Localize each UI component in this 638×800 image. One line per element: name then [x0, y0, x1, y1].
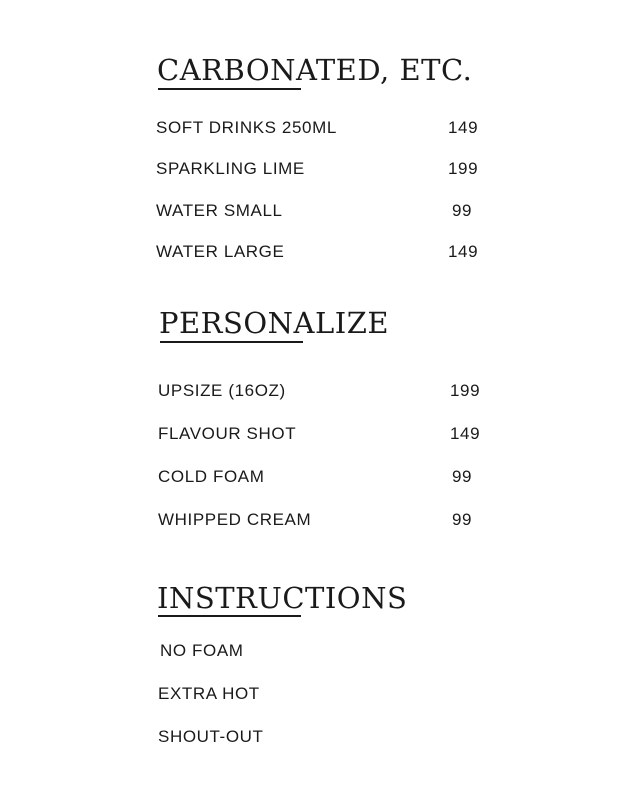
- section-heading-carbonated: CARBONATED, ETC.: [157, 53, 473, 87]
- menu-item-price: 199: [450, 381, 481, 400]
- menu-item-name: UPSIZE (16OZ): [158, 381, 286, 400]
- section-heading-underline: [160, 341, 303, 343]
- menu-item-name: SHOUT-OUT: [158, 727, 264, 746]
- menu-item-name: WATER SMALL: [156, 201, 283, 220]
- menu-item-name: NO FOAM: [160, 641, 244, 660]
- menu-item-price: 149: [450, 424, 481, 443]
- menu-item-price: 199: [448, 159, 479, 178]
- menu-item-price: 149: [448, 242, 479, 261]
- menu-item-name: WHIPPED CREAM: [158, 510, 312, 529]
- menu-item-name: WATER LARGE: [156, 242, 285, 261]
- section-heading-instructions: INSTRUCTIONS: [157, 581, 408, 615]
- menu-item-price: 149: [448, 118, 479, 137]
- menu-item-name: FLAVOUR SHOT: [158, 424, 297, 443]
- menu-item-price: 99: [452, 510, 473, 529]
- section-heading-underline: [158, 88, 301, 90]
- section-heading-personalize: PERSONALIZE: [159, 306, 390, 340]
- menu-item-price: 99: [452, 201, 473, 220]
- menu-item-name: COLD FOAM: [158, 467, 265, 486]
- section-heading-underline: [158, 615, 301, 617]
- menu-item-name: SPARKLING LIME: [156, 159, 305, 178]
- menu-item-price: 99: [452, 467, 473, 486]
- menu-item-name: EXTRA HOT: [158, 684, 260, 703]
- menu-item-name: SOFT DRINKS 250ML: [156, 118, 337, 137]
